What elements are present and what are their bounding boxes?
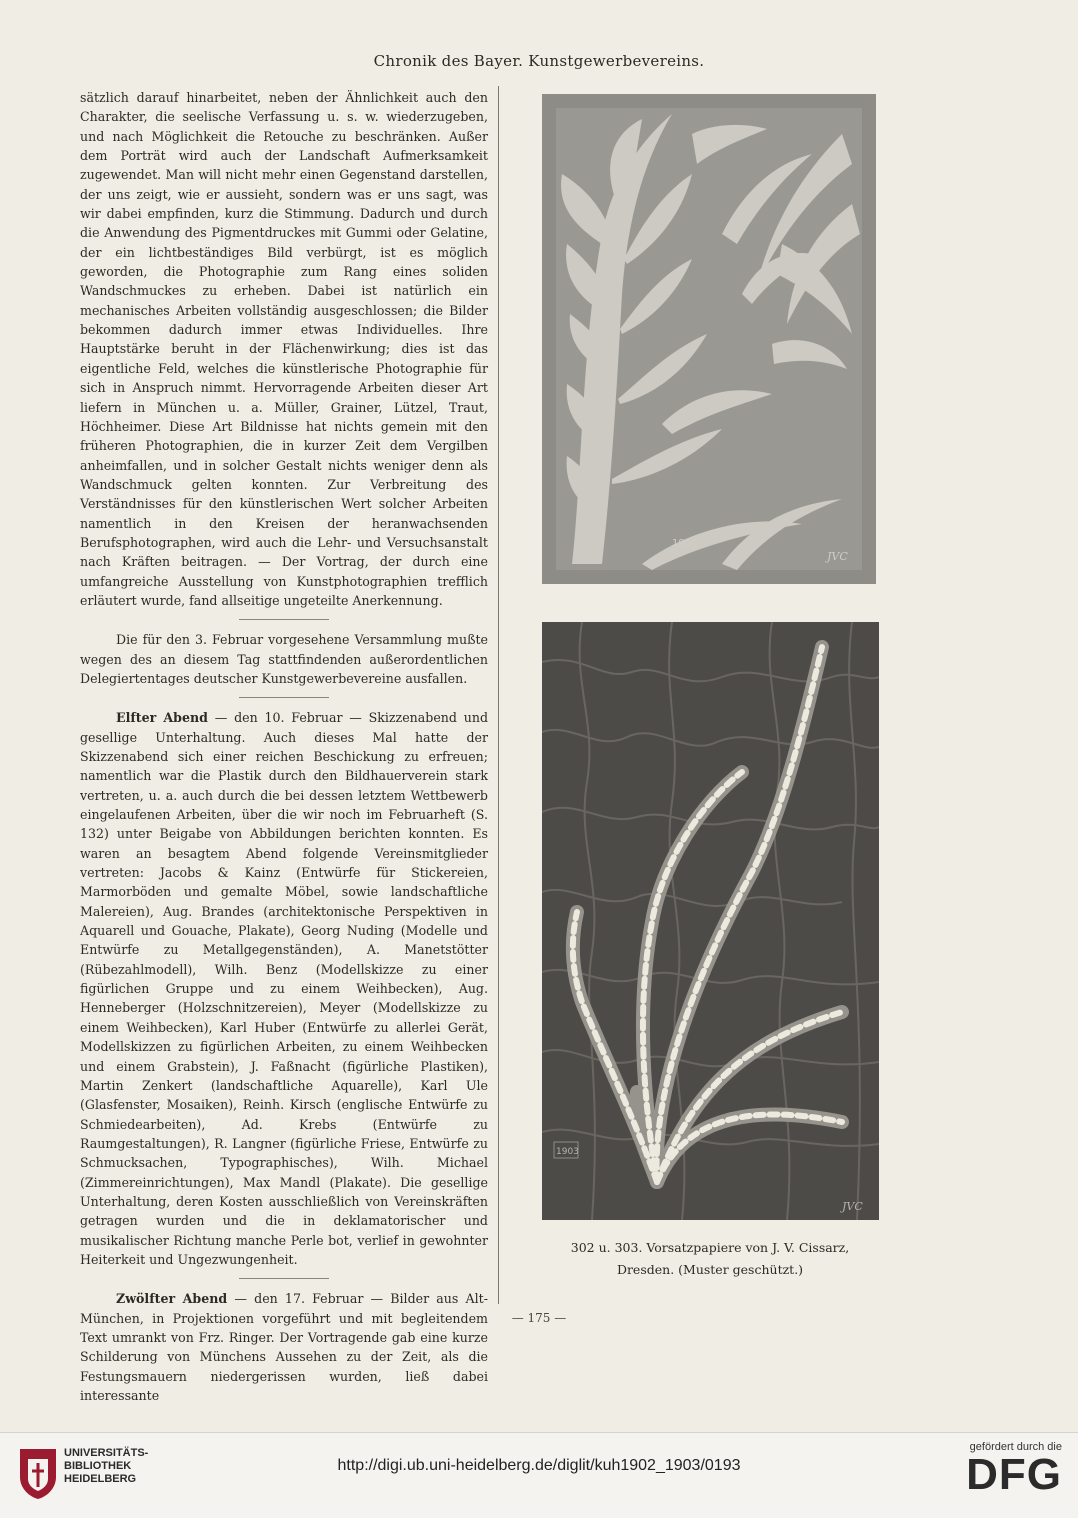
paragraph-cancelled-meeting: Die für den 3. Februar vorgesehene Versammlung mußte wegen des an diesem Tag stattfindenden außerordentlichen Delegiertentages deutscher Kunstgewerbevereine ausfallen. bbox=[80, 632, 488, 686]
figure-year-label: 1903 bbox=[556, 1147, 579, 1157]
library-name-line: HEIDELBERG bbox=[64, 1473, 137, 1485]
paragraph-twelfth-evening bbox=[80, 1289, 488, 1405]
section-lead: Elfter Abend bbox=[116, 710, 208, 726]
endpaper-figure-leaves bbox=[542, 94, 876, 584]
dfg-logo[interactable] bbox=[952, 1441, 1062, 1497]
separator-rule bbox=[239, 619, 329, 620]
figure-caption bbox=[520, 1237, 900, 1281]
paragraph-eleventh-evening bbox=[80, 708, 488, 1269]
caption-line: Dresden. (Muster geschützt.) bbox=[616, 1262, 804, 1277]
separator-rule bbox=[239, 1278, 329, 1279]
separator-rule bbox=[239, 697, 329, 698]
column-rule bbox=[498, 86, 499, 1304]
library-name-line: BIBLIOTHEK bbox=[64, 1460, 132, 1472]
permalink-url[interactable]: http://digi.ub.uni-heidelberg.de/diglit/kuh1902_1903/0193 bbox=[337, 1457, 741, 1474]
funding-label: gefördert durch die bbox=[969, 1441, 1062, 1453]
paragraph-photography: sätzlich darauf hinarbeitet, neben der Ähnlichkeit auch den Charakter, die seelische Verfassung u. s. w. wiederzugeben, und nach Möglichkeit die Retouche zu beschränken. Außer dem Porträt wird auch der Landschaft Aufmerksamkeit zugewendet. Man will nicht mehr einen Gegenstand darstellen, der uns zeigt, wie er aussieht, sondern was er uns sagt, was wir dabei empfinden, kurz die Stimmung. Dadurch und durch die Anwendung des Pigmentdruckes mit Gummi oder Gelatine, der ein lichtbeständiges Bild verbürgt, ist es möglich geworden, die Photographie zum Rang eines soliden Wandschmuckes zu erheben. Dabei ist natürlich ein mechanisches Arbeiten vollständig ausgeschlossen; die Bilder bekommen dadurch immer etwas Individuelles. Ihre Hauptstärke beruht in der Flächenwirkung; dies ist das eigentliche Feld, welches die künstlerische Photographie für sich in Anspruch nimmt. Hervorragende Arbeiten dieser Art liefern in München u. a. Müller, Grainer, Lützel, Traut, Höchheimer. Diese Art Bildnisse hat nichts gemein mit den früheren Photographien, die in kurzer Zeit dem Vergilben anheimfallen, und in solcher Gestalt nichts weniger denn als Wandschmuck gelten konnten. Zur Verbreitung des Verständnisses für den künstlerischen Wert solcher Arbeiten namentlich in den Kreisen der heranwachsenden Berufsphotographen, wird auch die Lehr- und Versuchsanstalt nach Kräften beitragen. — Der Vortrag, der durch eine umfangreiche Ausstellung von Kunstphotographien trefflich erläutert wurde, fand allseitige ungeteilte Anerkennung. bbox=[80, 90, 488, 608]
caption-line: 302 u. 303. Vorsatzpapiere von J. V. Cissarz, bbox=[570, 1240, 850, 1255]
section-text: — den 17. Februar — Bilder aus Alt-München, in Projektionen vorgeführt und mit begleitendem Text umrankt von Frz. Ringer. Der Vortragende gab eine kurze Schilderung von Münchens Aussehen zu der Zeit, als die Festungsmauern niedergerissen wurden, ließ dabei interessante bbox=[80, 1291, 488, 1403]
text-column bbox=[80, 88, 488, 1405]
figure-year-label: 1900 bbox=[672, 538, 698, 549]
endpaper-figure-stems bbox=[542, 622, 879, 1220]
running-title: Chronik des Bayer. Kunstgewerbevereins. bbox=[373, 52, 705, 70]
section-text: — den 10. Februar — Skizzenabend und gesellige Unterhaltung. Auch dieses Mal hatte der Skizzenabend sich einer reichen Beschickung zu erfreuen; namentlich war die Plastik durch den Bildhauerverein stark vertreten, u. a. auch durch die bei dessen letztem Wettbewerb eingelaufenen Arbeiten, über die wir noch im Februarheft (S. 132) unter Beigabe von Abbildungen berichten konnten. Es waren an besagtem Abend folgende Vereinsmitglieder vertreten: Jacobs & Kainz (Entwürfe für Stickereien, Marmorböden und gemalte Möbel, sowie landschaftliche Malereien), Aug. Brandes (architektonische Perspektiven in Aquarell und Gouache, Plakate), Georg Nuding (Modelle und Entwürfe zu Metallgegenständen), A. Manetstötter (Rübezahlmodell), Wilh. Benz (Modellskizze zu einer figürlichen Gruppe und zu einem Weihbecken), Aug. Henneberger (Holzschnitzereien), Meyer (Modellskizze zu einem Weihbecken), Karl Huber (Entwürfe zu allerlei Gerät, Modellskizzen zu figürlichen Arbeiten, zu einem Weihbecken und einem Grabstein), J. Faßnacht (figürliche Plastiken), Martin Zenkert (landschaftliche Aquarelle), Karl Ule (Glasfenster, Mosaiken), Reinh. Kirsch (englische Entwürfe zu Schmiedearbeiten), Ad. Krebs (Entwürfe zu Raumgestaltungen), R. Langner (figürliche Friese, Entwürfe zu Schmucksachen, Typographisches), Wilh. Michael (Zimmereinrichtungen), Max Mandl (Plakate). Die gesellige Unterhaltung, deren Kosten ausschließlich von Vereinskräften getragen wurden und die in deklamatorischer und musikalischer Richtung manche Perle bot, verlief in gewohnter Heiterkeit und Ungezwungenheit. bbox=[80, 710, 489, 1267]
dfg-wordmark: DFG bbox=[966, 1450, 1062, 1499]
section-lead: Zwölfter Abend bbox=[116, 1291, 228, 1307]
digitization-footer bbox=[0, 1432, 1078, 1518]
artist-monogram: JVC bbox=[842, 1200, 863, 1213]
library-name-line: UNIVERSITÄTS- bbox=[64, 1447, 149, 1459]
leaf-pattern-illustration bbox=[542, 94, 876, 584]
page-number: — 175 — bbox=[511, 1311, 567, 1325]
stem-pattern-illustration bbox=[542, 622, 879, 1220]
artist-monogram: JVC bbox=[827, 550, 848, 563]
